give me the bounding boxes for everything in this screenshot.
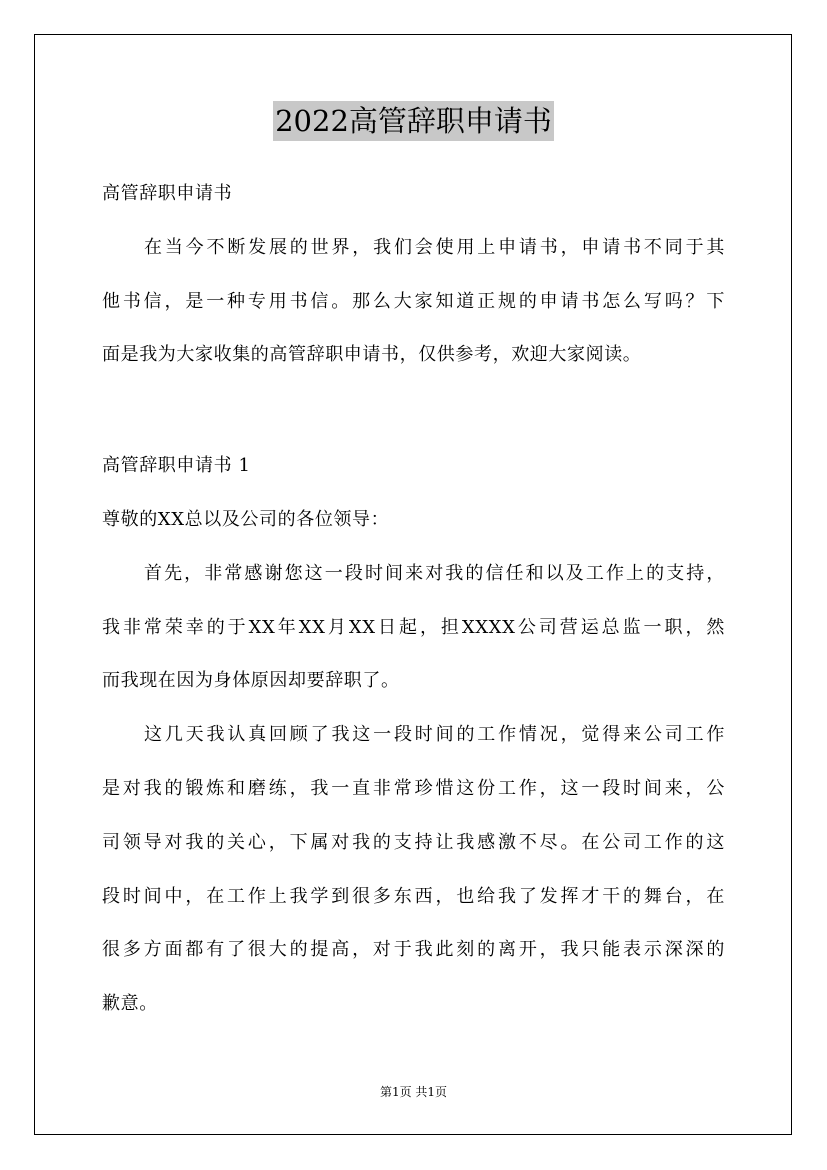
paragraph-line: 歉意。 (102, 993, 158, 1014)
salutation: 尊敬的XX总以及公司的各位领导： (102, 509, 390, 530)
paragraph-line: 首先，非常感谢您这一段时间来对我的信任和以及工作上的支持， (144, 563, 725, 584)
document-title: 2022高管辞职申请书 (273, 101, 554, 141)
section-heading: 高管辞职申请书 1 (102, 455, 251, 476)
paragraph-line: 很多方面都有了很大的提高，对于我此刻的离开，我只能表示深深的 (102, 939, 725, 960)
intro-line: 在当今不断发展的世界，我们会使用上申请书，申请书不同于其 (144, 237, 725, 258)
title-container (0, 101, 827, 141)
paragraph-line: 是对我的锻炼和磨练，我一直非常珍惜这份工作，这一段时间来，公 (102, 778, 725, 799)
paragraph-line: 我非常荣幸的于XX年XX月XX日起，担XXXX公司营运总监一职，然 (102, 617, 725, 638)
paragraph-line: 段时间中，在工作上我学到很多东西，也给我了发挥才干的舞台，在 (102, 886, 725, 907)
paragraph-line: 这几天我认真回顾了我这一段时间的工作情况，觉得来公司工作 (144, 724, 725, 745)
intro-line: 面是我为大家收集的高管辞职申请书，仅供参考，欢迎大家阅读。 (102, 344, 642, 365)
subheading: 高管辞职申请书 (102, 183, 233, 204)
intro-line: 他书信，是一种专用书信。那么大家知道正规的申请书怎么写吗？下 (102, 291, 725, 312)
paragraph-line: 而我现在因为身体原因却要辞职了。 (102, 670, 400, 691)
page-footer: 第1页 共1页 (379, 1085, 448, 1099)
paragraph-line: 司领导对我的关心，下属对我的支持让我感激不尽。在公司工作的这 (102, 832, 725, 853)
